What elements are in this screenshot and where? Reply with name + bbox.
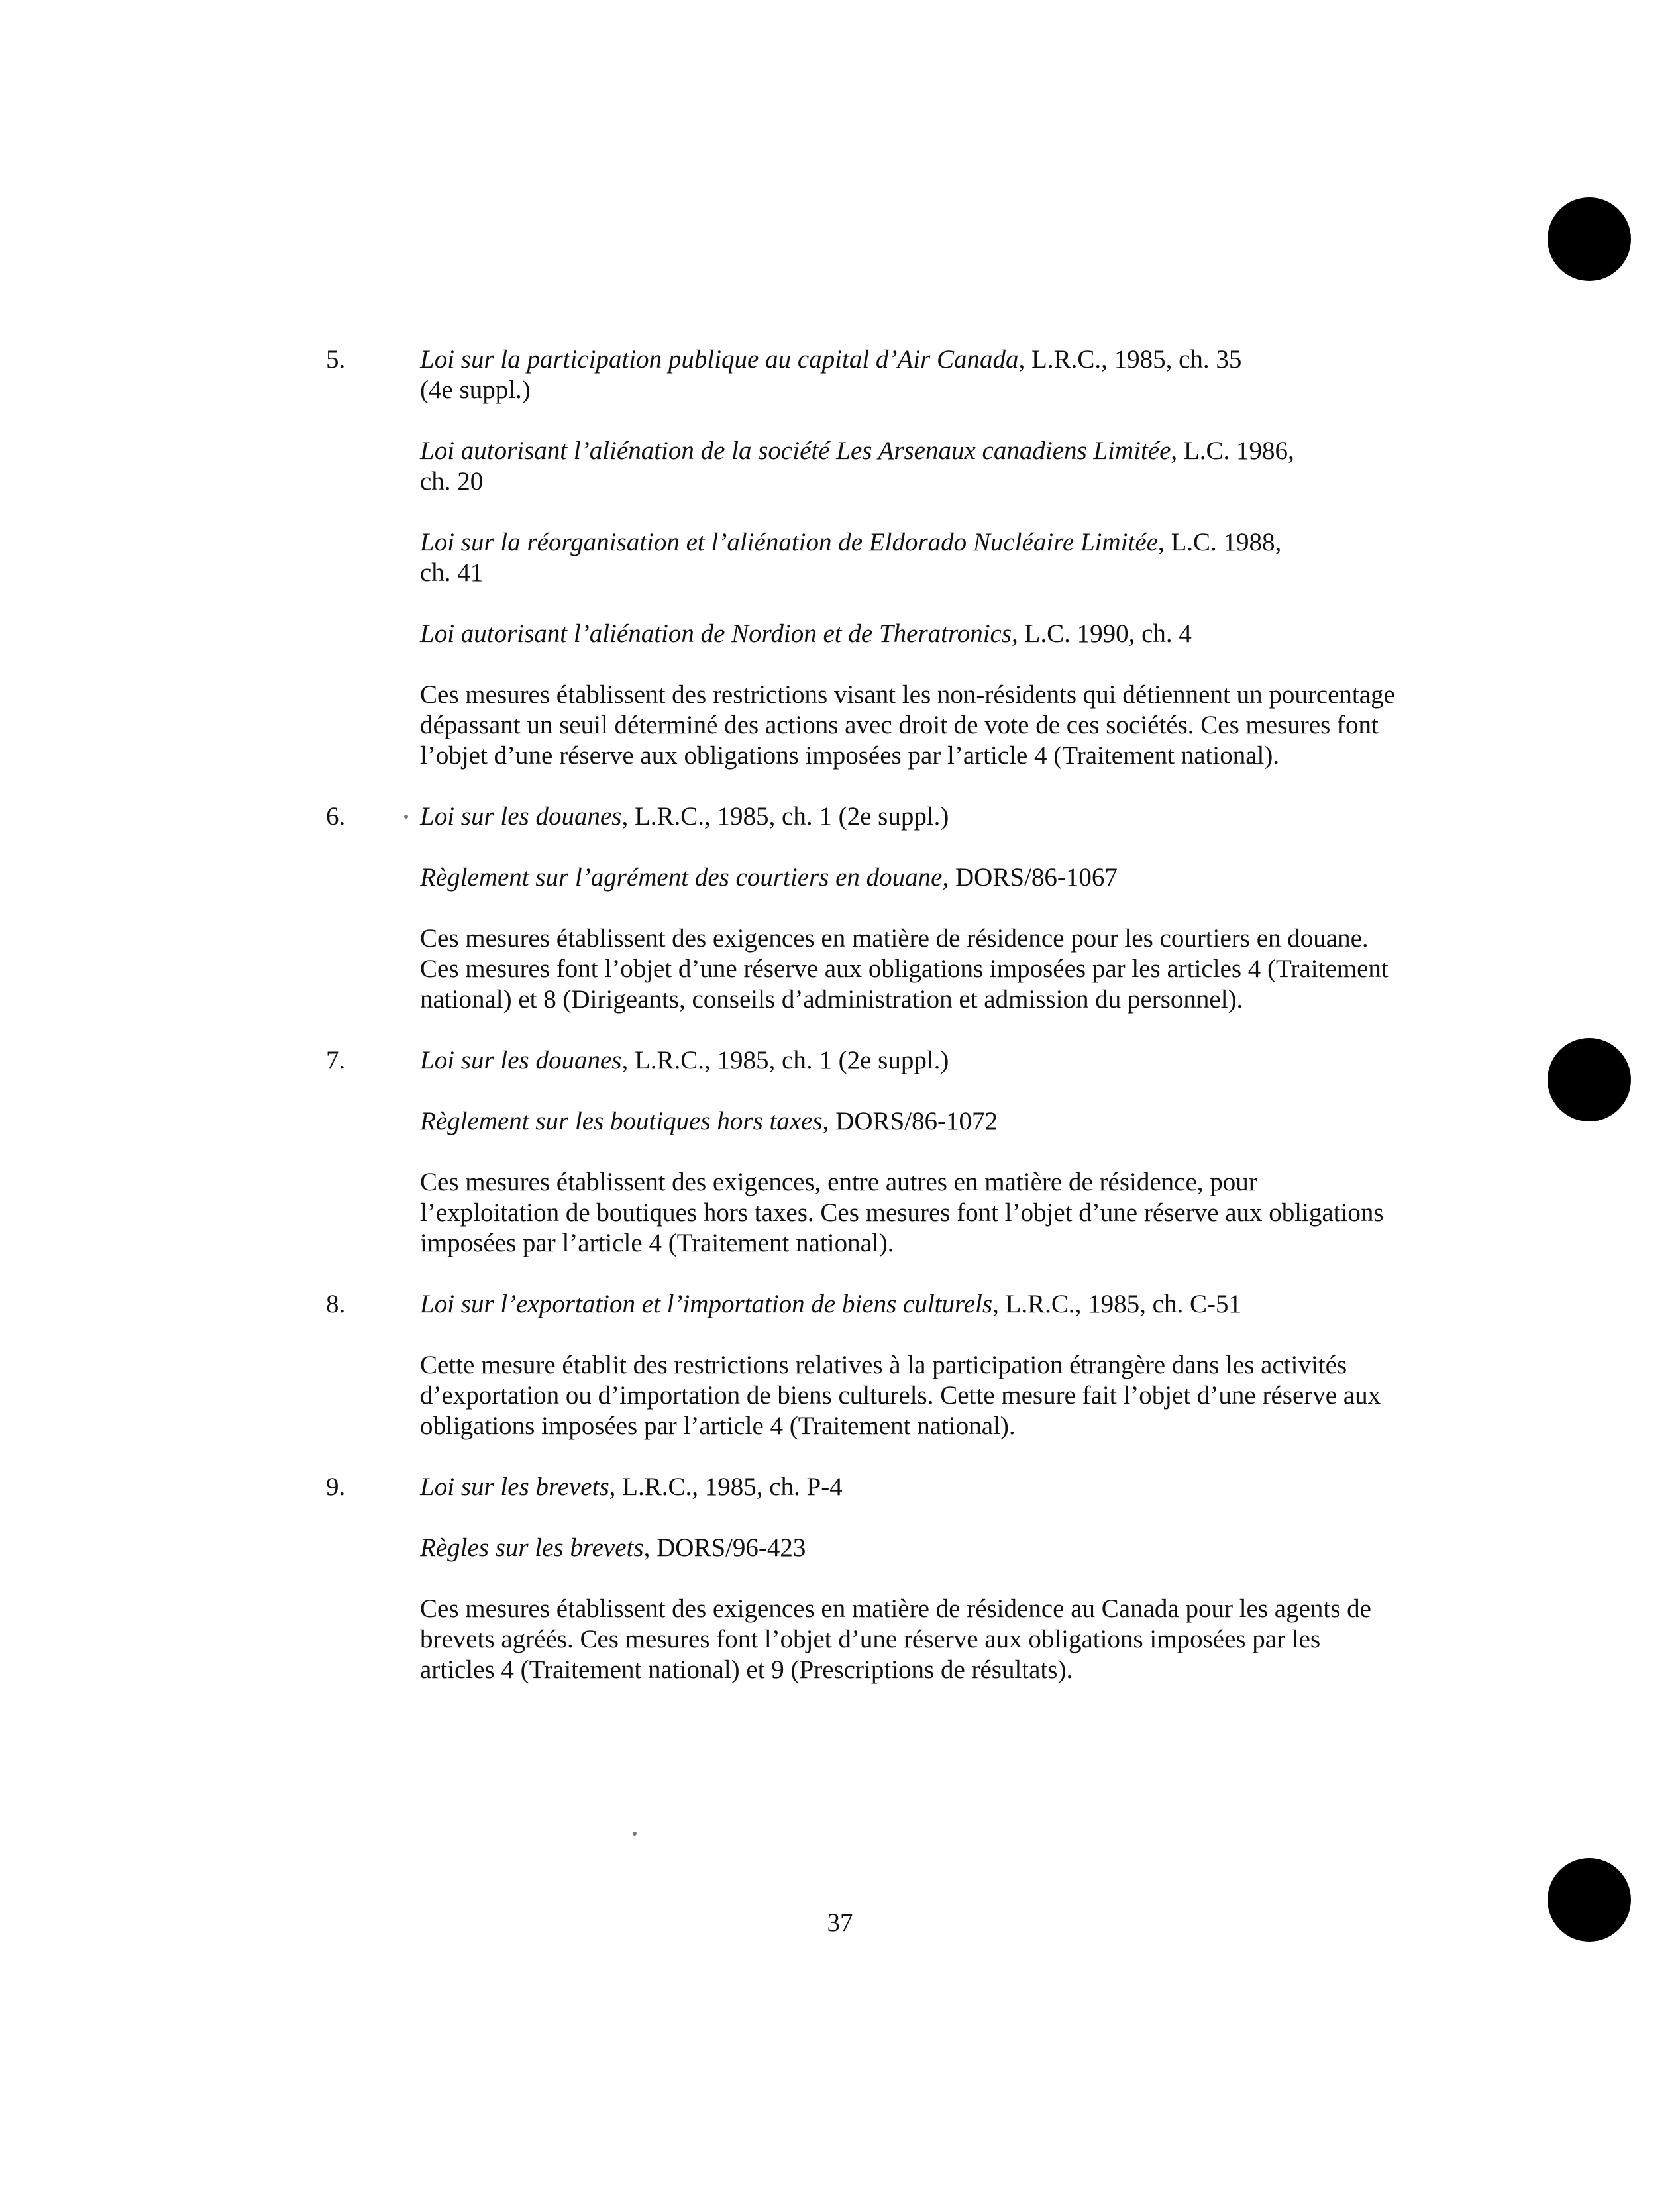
legal-reference <box>420 1533 1399 1563</box>
statute-title: Loi sur la participation publique au capital d’Air Canada <box>420 345 1019 374</box>
item-number: 8. <box>326 1290 346 1318</box>
legal-reference <box>420 1045 1399 1076</box>
legal-reference <box>420 527 1399 588</box>
list-item <box>326 1289 1399 1441</box>
reservations-list <box>326 344 1399 1685</box>
statute-citation: , L.R.C., 1985, ch. 1 (2e suppl.) <box>621 802 949 831</box>
punch-hole <box>1548 1038 1631 1121</box>
statute-title: Loi sur les douanes <box>420 802 622 831</box>
measure-description: Ces mesures établissent des exigences en matière de résidence au Canada pour les agents de brevets agréés. Ces mesures font l’objet d’une réserve aux obligations imposées par les articles 4 (Traitement national) et 9 (Prescriptions de résultats). <box>420 1594 1371 1684</box>
legal-reference <box>420 619 1399 649</box>
legal-reference <box>420 862 1399 893</box>
item-number: 9. <box>326 1473 346 1501</box>
statute-citation: , DORS/86-1067 <box>942 863 1118 892</box>
statute-citation: , L.R.C., 1985, ch. 1 (2e suppl.) <box>621 1046 949 1074</box>
item-number: 5. <box>326 345 346 374</box>
page-number: 37 <box>827 1908 853 1937</box>
statute-title: Loi sur les douanes <box>420 1046 622 1074</box>
list-item <box>326 802 1399 1015</box>
legal-reference <box>420 1106 1399 1137</box>
legal-reference <box>420 436 1399 497</box>
statute-citation: , DORS/86-1072 <box>822 1107 998 1135</box>
statute-citation-cont: (4e suppl.) <box>420 376 531 404</box>
measure-description: Ces mesures établissent des restrictions visant les non-résidents qui détiennent un pourcentage dépassant un seuil déterminé des actions avec droit de vote de ces sociétés. Ces mesures font l’objet d’une réserve aux obligations imposées par l’article 4 (Traitement national). <box>420 680 1395 770</box>
statute-title: Loi sur la réorganisation et l’aliénation de Eldorado Nucléaire Limitée <box>420 528 1158 556</box>
measure-description: Cette mesure établit des restrictions relatives à la participation étrangère dans les activités d’exportation ou d’importation de biens culturels. Cette mesure fait l’objet d’une réserve aux obligations imposées par l’article 4 (Traitement national). <box>420 1351 1381 1440</box>
statute-citation: , L.C. 1990, ch. 4 <box>1012 619 1192 648</box>
statute-title: Loi sur l’exportation et l’importation de biens culturels <box>420 1290 993 1318</box>
statute-title: Loi sur les brevets <box>420 1473 609 1501</box>
statute-citation: , L.R.C., 1985, ch. P-4 <box>609 1473 843 1501</box>
item-number: 6. <box>326 802 346 831</box>
measure-description: Ces mesures établissent des exigences, entre autres en matière de résidence, pour l’exploitation de boutiques hors taxes. Ces mesures font l’objet d’une réserve aux obligations imposées par l’article 4 (Traitement national). <box>420 1168 1384 1257</box>
statute-citation: , L.C. 1986, <box>1171 437 1294 465</box>
legal-reference <box>420 802 1399 832</box>
statute-citation: , L.R.C., 1985, ch. C-51 <box>992 1290 1241 1318</box>
statute-title: Loi autorisant l’aliénation de Nordion et de Theratronics <box>420 619 1012 648</box>
statute-citation-cont: ch. 20 <box>420 467 484 495</box>
statute-citation: , L.C. 1988, <box>1157 528 1282 556</box>
list-item <box>326 1045 1399 1259</box>
legal-reference <box>420 344 1399 405</box>
statute-citation: , L.R.C., 1985, ch. 35 <box>1018 345 1242 374</box>
legal-reference <box>420 1472 1399 1502</box>
statute-citation-cont: ch. 41 <box>420 558 484 587</box>
item-number: 7. <box>326 1046 346 1074</box>
statute-title: Règlement sur les boutiques hors taxes <box>420 1107 823 1135</box>
punch-hole <box>1548 197 1631 281</box>
measure-description: Ces mesures établissent des exigences en matière de résidence pour les courtiers en douane. Ces mesures font l’objet d’une réserve aux obligations imposées par les articles 4 (Traitement national) et 8 (Dirigeants, conseils d’administration et admission du personnel). <box>420 924 1389 1014</box>
list-item <box>326 1472 1399 1685</box>
statute-citation: , DORS/96-423 <box>643 1534 806 1562</box>
legal-reference <box>420 1289 1399 1320</box>
list-item <box>326 344 1399 771</box>
scan-speck <box>633 1832 637 1836</box>
statute-title: Règlement sur l’agrément des courtiers en douane <box>420 863 943 892</box>
statute-title: Loi autorisant l’aliénation de la société Les Arsenaux canadiens Limitée <box>420 437 1171 465</box>
statute-title: Règles sur les brevets <box>420 1534 644 1562</box>
